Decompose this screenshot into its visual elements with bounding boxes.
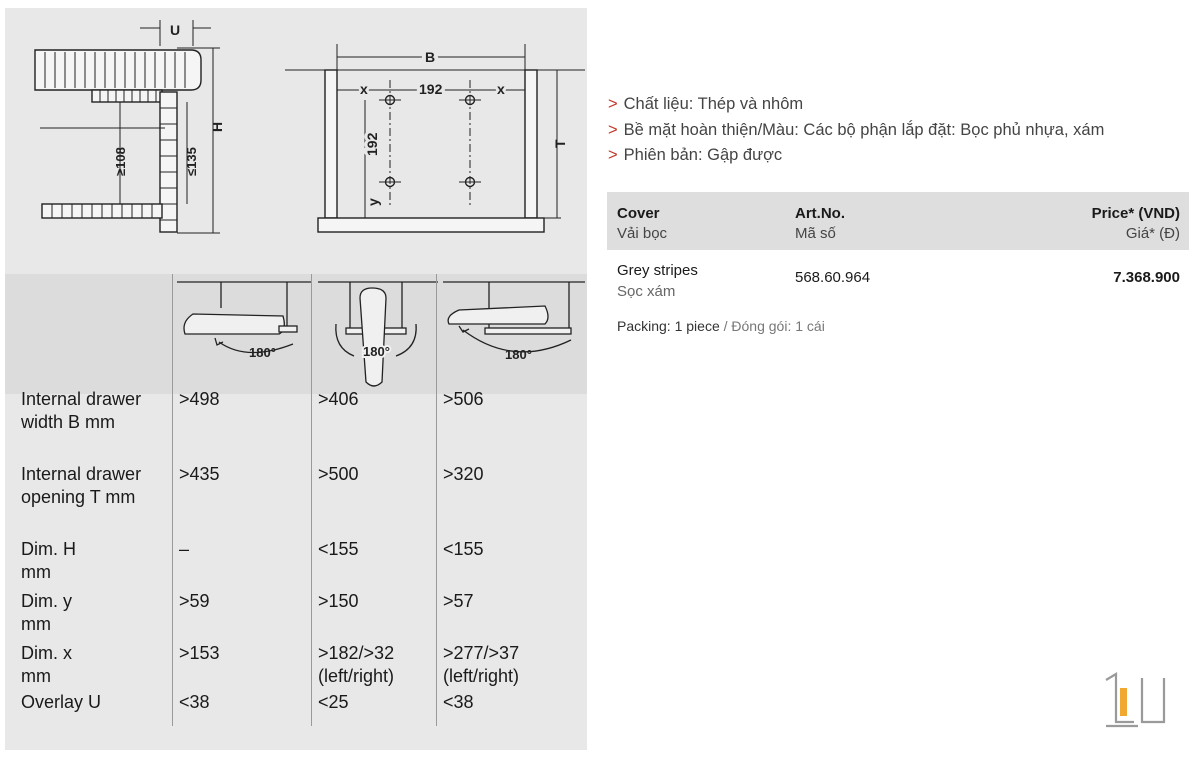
label-192-horizontal: 192 <box>419 81 443 97</box>
label-ge108: ≥108 <box>113 147 128 176</box>
spec-value: >153 <box>179 643 220 663</box>
spec-value: >406 <box>318 389 359 409</box>
angle-label-2: 180° <box>363 344 390 359</box>
header-cover-en: Cover <box>617 205 660 222</box>
feature-text: Chất liệu: Thép và nhôm <box>623 95 804 113</box>
label-le135: ≤135 <box>184 147 199 176</box>
spec-value: – <box>179 539 190 559</box>
angle-label-3: 180° <box>505 347 532 362</box>
spec-value: >320 <box>443 464 484 484</box>
bullet-marker: > <box>608 95 618 113</box>
label-192-vertical: 192 <box>364 132 380 156</box>
spec-value: >500 <box>318 464 359 484</box>
spec-value: <38 <box>443 692 474 712</box>
header-price-en: Price* (VND) <box>1091 205 1180 222</box>
spec-value: >57 <box>443 591 474 611</box>
feature-list <box>608 92 1104 169</box>
spec-value: <155 <box>318 539 359 559</box>
packing-info <box>617 318 825 334</box>
spec-value: >435 <box>179 464 220 484</box>
technical-panel <box>5 8 587 750</box>
feature-item <box>608 118 1104 144</box>
spec-value: >59 <box>179 591 210 611</box>
spec-label-overlay-u: Overlay U <box>21 692 102 712</box>
header-cover-vi: Vải bọc <box>617 225 668 242</box>
label-y: y <box>365 198 381 206</box>
packing-separator: / <box>719 318 732 334</box>
packing-vi: Đóng gói: 1 cái <box>731 318 825 334</box>
variant-1-icon <box>175 278 315 388</box>
bullet-marker: > <box>608 146 618 164</box>
header-price-vi: Giá* (Đ) <box>1125 225 1180 242</box>
spec-label-opening-t: Internal drawer opening T mm <box>21 464 142 507</box>
spec-value: >498 <box>179 389 220 409</box>
packing-en: Packing: 1 piece <box>617 318 720 334</box>
variant-3-icon <box>441 278 587 388</box>
spec-label-dim-h: Dim. H mm <box>21 539 76 582</box>
spec-label-width-b: Internal drawer width B mm <box>21 389 142 432</box>
spec-value: >277/>37 (left/right) <box>443 643 520 686</box>
spec-value: >506 <box>443 389 484 409</box>
column-divider <box>436 274 437 726</box>
label-b: B <box>425 49 436 65</box>
header-artno-en: Art.No. <box>795 205 845 222</box>
label-x-left: x <box>360 81 368 97</box>
cover-en: Grey stripes <box>617 262 698 279</box>
spec-value: >150 <box>318 591 359 611</box>
feature-item <box>608 92 1104 118</box>
spec-label-dim-y: Dim. y mm <box>21 591 72 634</box>
feature-text: Phiên bản: Gập được <box>623 146 783 164</box>
header-artno-vi: Mã số <box>795 225 836 242</box>
label-x-right: x <box>497 81 505 97</box>
bullet-marker: > <box>608 120 618 139</box>
article-number[interactable]: 568.60.964 <box>795 269 871 286</box>
variant-2-icon <box>316 278 441 394</box>
header-cover <box>617 204 667 244</box>
spec-value: >182/>32 (left/right) <box>318 643 395 686</box>
row-cover <box>617 260 698 302</box>
label-h: H <box>209 121 225 132</box>
header-artno <box>795 204 845 244</box>
label-t: T <box>552 139 568 148</box>
header-price <box>1092 204 1180 244</box>
cover-vi: Sọc xám <box>617 283 676 300</box>
spec-value: <38 <box>179 692 210 712</box>
column-divider <box>172 274 173 726</box>
price-value: 7.368.900 <box>1113 269 1180 286</box>
feature-text: Bề mặt hoàn thiện/Màu: Các bộ phận lắp đặt: Bọc phủ nhựa, xám <box>623 120 1105 139</box>
spec-value: <155 <box>443 539 484 559</box>
label-u: U <box>170 22 181 38</box>
spec-label-dim-x: Dim. x mm <box>21 643 72 686</box>
brand-logo-icon <box>1098 668 1174 732</box>
spec-value: <25 <box>318 692 349 712</box>
feature-item <box>608 143 1104 169</box>
column-divider <box>311 274 312 726</box>
angle-label-1: 180° <box>249 345 276 360</box>
dimension-drawing <box>5 8 587 270</box>
